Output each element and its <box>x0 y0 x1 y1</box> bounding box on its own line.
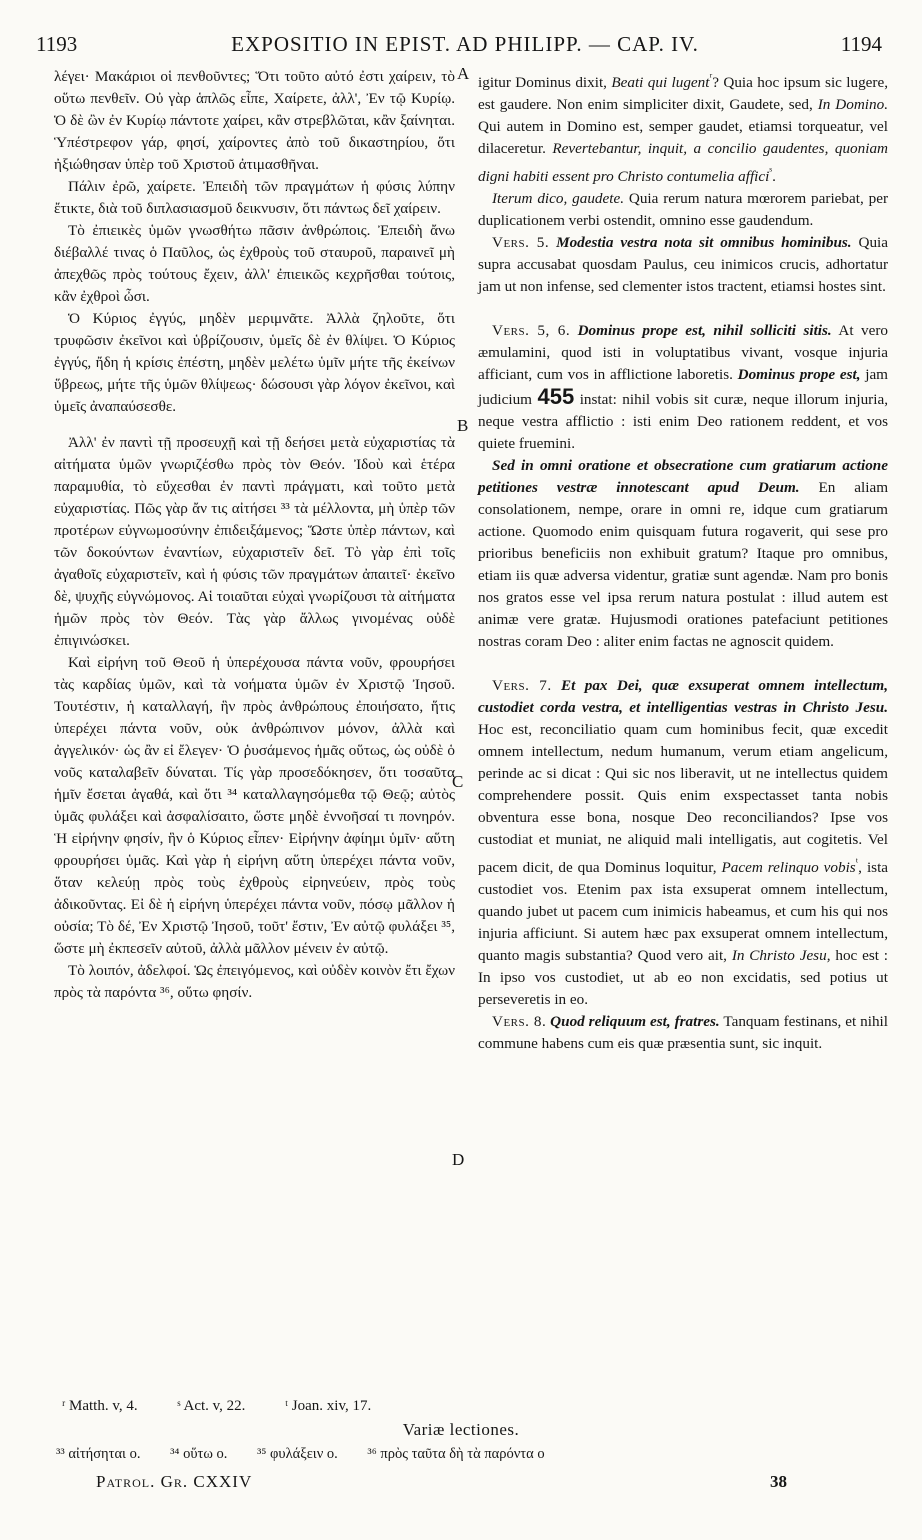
section-marker-d: D <box>452 1150 465 1169</box>
latin-paragraph: igitur Dominus dixit, Beati qui lugent$^ʳ$? Quia hoc ipsum sic lugere, est gaudere. Non enim simpliciter dixit, Gaudete, sed, In Domino. Qui autem in Domino est, semper gaudet, etiamsi torqueatur, vel dilaceretur. Revertebantur, inquit, a concilio gaudentes, quoniam digni habiti essent pro Christo contumelia affici$^ˢ$. <box>478 70 889 186</box>
greek-paragraph: Ἀλλ' ἐν παντὶ τῇ προσευχῇ καὶ τῇ δεήσει μετὰ εὐχαριστίας τὰ αἰτήματα ὑμῶν γνωριζέσθω πρὸς τὸν Θεόν. Ἰδοὺ καὶ ἑτέρα παραμυθία, τὸ εὔχεσθαι ἐν παντὶ πράγματι, καὶ τοῦτο μετὰ εὐχαριστίας. Πῶς γὰρ ἄν τις αἰτήσει ³³ τὰ μέλλοντα, μὴ ὑπὲρ τῶν προτέρων εὐγνωμοσύνην ἐπιδειξάμενος; Ὥστε ὑπὲρ πάντων, καὶ τῶν δοκούντων ἐναντίων, εὐχαριστεῖν δεῖ. Τὸ γὰρ ἐπὶ τοῖς ἀγαθοῖς εὐχαριστεῖν, καὶ ἡ φύσις τῶν πραγμάτων ἀπαιτεῖ· ἐκεῖνο δὲ, ψυχῆς εὐγνώμονος. Αἱ τοιαῦται εὐχαὶ γνωρίζουσι τὰ αἰτήματα ἡμῶν πρὸς τὸν Θεόν. Τὰς γὰρ ἄλλως γινομένας οὐδὲ ἐπιγινώσκει. <box>54 434 455 649</box>
variant-reading: ³³ αἰτήσηται ο. <box>56 1446 141 1462</box>
footnote: ʳ Matth. v, 4. <box>62 1398 138 1414</box>
page-number-left: 1193 <box>36 32 78 56</box>
footnote: ˢ Act. v, 22. <box>177 1398 246 1414</box>
variant-reading: ³⁵ φυλάξειν ο. <box>257 1446 338 1462</box>
series-signature: Patrol. Gr. CXXIV <box>96 1472 253 1491</box>
variae-lectiones-title: Variæ lectiones. <box>402 1420 520 1439</box>
greek-paragraph: λέγει· Μακάριοι οἱ πενθοῦντες; Ὅτι τοῦτο αὐτό ἐστι χαίρειν, τὸ οὕτω πενθεῖν. Οὐ γὰρ ἁπλῶς εἶπε, Χαίρετε, ἀλλ', Ἐν τῷ Κυρίῳ. Ὁ δὲ ὢν ἐν Κυρίῳ πάντοτε χαίρει, κἂν στρεβλῶται, κἂν ξαίνηται. Ὑπέστρεφον γάρ, φησί, χαίροντες ἀπὸ τοῦ δικαστηρίου, ὅτι ἠξιώθησαν ὑπὲρ τοῦ Χριστοῦ ἀτιμασθῆναι. <box>54 68 455 173</box>
latin-paragraph: Sed in omni oratione et obsecratione cum gratiarum actione petitiones vestræ innotescant apud Deum. En aliam consolationem, nempe, orare in omni re, idque cum gratiarum actione. Quomodo enim quisquam futura rogaverit, qui sese pro prioribus beneficiis non exhibuit gratum? Itaque pro omnibus, etiam iis quæ adversa videntur, gratiæ sunt agendæ. Nam pro bonis nos gratos esse vel ipsa rerum natura postulat : illud autem est animæ vere gratæ. Hujusmodi orationes patefaciunt petitiones nostras coram Deo : aliter enim factas ne agnoscit quidem. <box>478 457 889 651</box>
footnote: ᵗ Joan. xiv, 17. <box>285 1398 372 1414</box>
running-title: EXPOSITIO IN EPIST. AD PHILIPP. — CAP. IV. <box>231 32 699 56</box>
latin-column <box>478 66 888 1055</box>
section-marker-b: B <box>457 416 469 435</box>
greek-paragraph: Καὶ εἰρήνη τοῦ Θεοῦ ἡ ὑπερέχουσα πάντα νοῦν, φρουρήσει τὰς καρδίας ὑμῶν, καὶ τὰ νοήματα ὑμῶν ἐν Χριστῷ Ἰησοῦ. Τουτέστιν, ἡ καταλλαγή, ἣν πρὸς ἀνθρώπους ἐποιήσατο, ἥτις ὑπερέχει πάντα νοῦν, οὐκ ἀνθρώπινον μόνον, ἀλλὰ καὶ ἀγγελικόν· ὡς ἂν εἰ ἔλεγεν· Ὁ ῥυσάμενος ἡμᾶς οὕτως, ὡς οὐδὲ ὁ νοῦς καταλαβεῖν δύναται. Τίς γὰρ προσεδόκησεν, ὅτι τοσαῦτα ἡμῖν ἔσεται ἀγαθά, καὶ ὅτι ³⁴ καταλλαγησόμεθα τῷ Θεῷ; αὐτὸς ὑμᾶς φυλάξει καὶ ἀσφαλίσαιτο, ὥστε μηδὲ ἐννοῆσαί τι πονηρόν. Ἡ εἰρήνην φησίν, ἣν ὁ Κύριος εἶπεν· Εἰρήνην ἀφίημι ὑμῖν· αὕτη φρουρήσει ὑμᾶς. Καὶ γὰρ ἡ εἰρήνη αὕτη ὑπερέχει πάντα νοῦν, ὅταν κελεύῃ πρὸς τοὺς ἐχθροὺς εἰρηνεύειν, πρὸς τοὺς ἀδικοῦντας. Εἰ δὲ ἡ εἰρήνη ὑπερέχει πάντα νοῦν, πόσῳ μᾶλλον ἡ οὐσία; Τὸ δέ, Ἐν Χριστῷ Ἰησοῦ, τοῦτ' ἔστιν, Ἐν αὐτῷ φυλάξει ³⁵, ὥστε μὴ ἐκπεσεῖν αὐτοῦ, ἀλλὰ μᾶλλον μένειν ἐν αὐτῷ. <box>54 654 455 957</box>
variant-reading: ³⁴ οὕτω ο. <box>170 1446 228 1462</box>
section-marker-c: C <box>452 772 464 791</box>
sheet-number: 38 <box>770 1472 787 1491</box>
variant-reading: ³⁶ πρὸς ταῦτα δὴ τὰ παρόντα ο <box>367 1446 545 1462</box>
latin-paragraph: Vers. 8. Quod reliquum est, fratres. Tanquam festinans, et nihil commune habens cum eis quæ præsentia sunt, sic inquit. <box>478 1013 888 1053</box>
latin-paragraph: Vers. 5. Modestia vestra nota sit omnibus hominibus. Quia supra accusabat quosdam Paulus, ceu inimicos crucis, adhortatur jam ut non infense, sed clementer istos tractent, etiamsi hostes sint. <box>478 234 889 296</box>
page-header <box>30 32 900 58</box>
column-number: 455 <box>537 384 575 410</box>
greek-paragraph: Ὁ Κύριος ἐγγύς, μηδὲν μεριμνᾶτε. Ἀλλὰ ζηλοῦτε, ὅτι τρυφῶσιν ἐκεῖνοι καὶ ὑβρίζουσιν, ὑμεῖς δὲ ἐν θλίψει. Ὁ Κύριος ἐγγύς, ἤδη ἡ κρίσις ἐπέστη, μηδὲν μελέτω ὑμῖν μήτε τῆς ἐκείνων ὕβρεως, μήτε τῆς ὑμῶν θλίψεως· δώσουσι γὰρ λόγον ἐκεῖνοι, καὶ ὑμεῖς ἀναπαύσεσθε. <box>54 310 455 415</box>
latin-paragraph: Iterum dico, gaudete. Quia rerum natura mœrorem pariebat, per duplicationem verbi ostendit, omnino esse gaudendum. <box>478 190 889 230</box>
greek-column <box>54 66 455 1004</box>
variae-lectiones <box>56 1446 816 1463</box>
section-marker-a: A <box>457 64 470 83</box>
greek-paragraph: Πάλιν ἐρῶ, χαίρετε. Ἐπειδὴ τῶν πραγμάτων ἡ φύσις λύπην ἔτικτε, διὰ τοῦ διπλασιασμοῦ δεικνυσιν, ὅτι πάντως δεῖ χαίρειν. <box>54 178 455 217</box>
greek-paragraph: Τὸ λοιπόν, ἀδελφοί. Ὡς ἐπειγόμενος, καὶ οὐδὲν κοινὸν ἔτι ἔχων πρὸς τὰ παρόντα ³⁶, οὕτω φησίν. <box>54 962 455 1001</box>
greek-paragraph: Τὸ ἐπιεικὲς ὑμῶν γνωσθήτω πᾶσιν ἀνθρώποις. Ἐπειδὴ ἄνω διέβαλλέ τινας ὁ Παῦλος, ὡς ἐχθροὺς τοῦ σταυροῦ, παραινεῖ μὴ ἀπεχθῶς πρὸς τούτους ἔχειν, ἀλλ' ἐπιεικῶς κεχρῆσθαι τούτοις, κἂν ἐχθροὶ ὦσι. <box>54 222 455 305</box>
latin-paragraph: Vers. 5, 6. Dominus prope est, nihil solliciti sitis. At vero æmulamini, quod isti in voluptatibus vivant, vosque injuria afficiant, cum vos in afflictione laboretis. Dominus prope est, jam judicium 455 instat: nihil vobis sit curæ, neque illorum injuria, neque vestra afflictio : isti enim Deo rationem reddent, et vos quiete fruemini. <box>478 322 889 453</box>
page-number-right: 1194 <box>840 32 882 56</box>
footnotes <box>62 1398 762 1415</box>
latin-paragraph: Vers. 7. Et pax Dei, quæ exsuperat omnem intellectum, custodiet corda vestra, et intelligentias vestras in Christo Jesu. Hoc est, reconciliatio quam cum hominibus fecit, quæ excedit omnem intellectum, nedum humanum, verum etiam angelicum, perinde ac si dicat : Qui sic nos liberavit, ut ne intellectus quidem comprehendere possit. Quis enim exspectasset tanta nobis obventura esse bona, nosque Deo reconciliandos? Ipse vos custodiat et muniat, ne aliquid mali intelligatis, aut cogitetis. Vel pacem dicit, de qua Dominus loquitur, Pacem relinquo vobis$^ᵗ$, ista custodiet vos. Etenim pax ista exsuperat omnem intellectum, quando jubet ut pacem cum inimicis habeamus, et cum his qui nos injuria afficiunt. Si autem hæc pax exsuperat omnem intellectum, quanto magis substantia? Quod vero ait, In Christo Jesu, hoc est : In ipso vos custodiet, ut ab eo non excidatis, sed potius ut perseveretis in eo. <box>478 677 889 1009</box>
